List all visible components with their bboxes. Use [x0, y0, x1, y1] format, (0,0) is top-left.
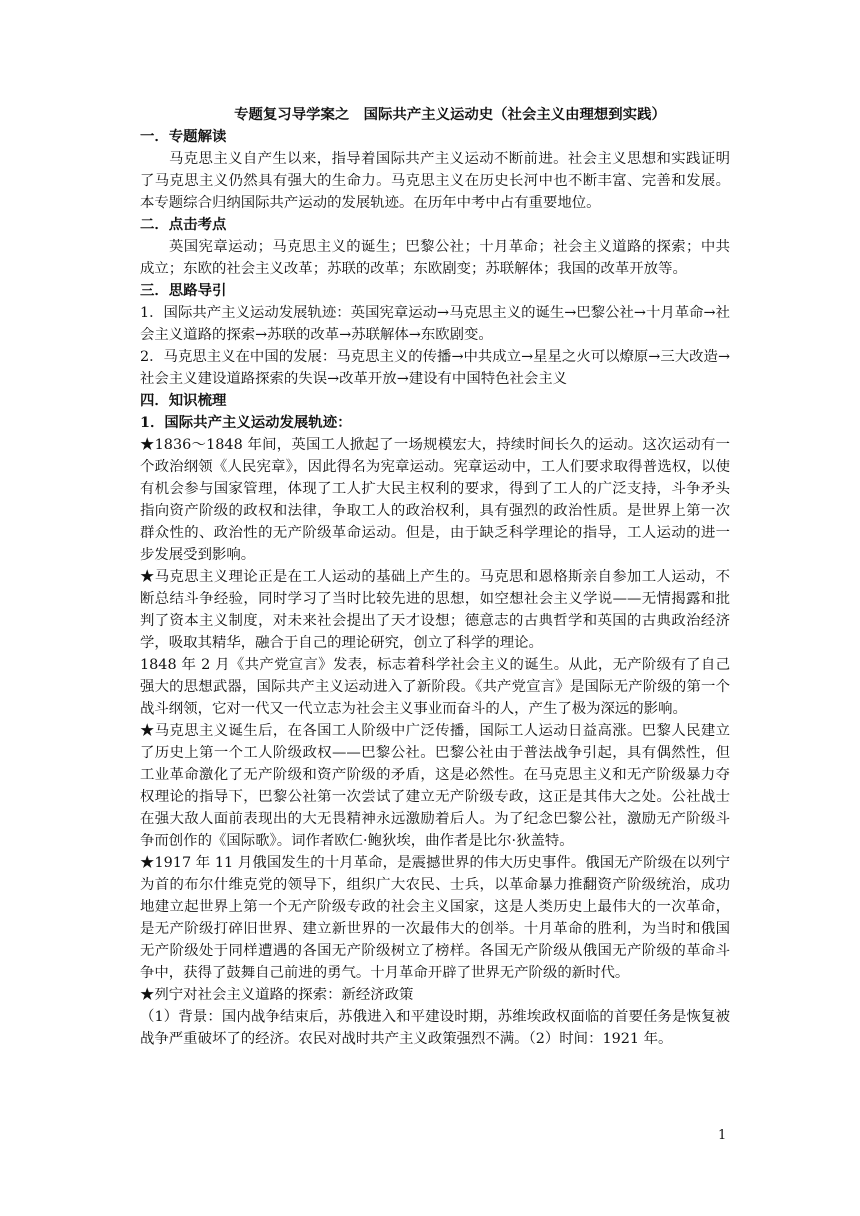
paragraph: ★1917 年 11 月俄国发生的十月革命，是震撼世界的伟大历史事件。俄国无产阶级在以列宁为首的布尔什维克党的领导下，组织广大农民、士兵，以革命暴力推翻资产阶级统治，成功地建立起世界上第一个无产阶级专政的社会主义国家，这是人类历史上最伟大的一次革命，是无产阶级打碎旧世界、建立新世界的一次最伟大的创举。十月革命的胜利，为当时和俄国无产阶级处于同样遭遇的各国无产阶级树立了榜样。各国无产阶级从俄国无产阶级的革命斗争中，获得了鼓舞自己前进的勇气。十月革命开辟了世界无产阶级的新时代。 — [140, 855, 730, 981]
paragraph: ★列宁对社会主义道路的探索：新经济政策 — [140, 987, 414, 1003]
section-heading-interpretation: 一．专题解读 — [140, 128, 227, 145]
document-page — [140, 100, 730, 1050]
paragraph: （1）背景：国内战争结束后，苏俄进入和平建设时期，苏维埃政权面临的首要任务是恢复被战争严重破坏了的经济。农民对战时共产主义政策强烈不满。（2）时间：1921 年。 — [140, 1009, 730, 1047]
subheading: 1．国际共产主义运动发展轨迹： — [140, 414, 352, 431]
paragraph: ★1836～1848 年间，英国工人掀起了一场规模宏大，持续时间长久的运动。这次运动有一个政治纲领《人民宪章》，因此得名为宪章运动。宪章运动中，工人们要求取得普选权，以使有机会参与国家管理，体现了工人扩大民主权利的要求，得到了工人的广泛支持，斗争矛头指向资产阶级的政权和法律，争取工人的政治权利，具有强烈的政治性质。是世界上第一次群众性的、政治性的无产阶级革命运动。但是，由于缺乏科学理论的指导，工人运动的进一步发展受到影响。 — [140, 437, 730, 563]
section-heading-knowledge: 四．知识梳理 — [140, 392, 227, 409]
paragraph: 2．马克思主义在中国的发展：马克思主义的传播→中共成立→星星之火可以燎原→三大改造→社会主义建设道路探索的失误→改革开放→建设有中国特色社会主义 — [140, 349, 730, 387]
paragraph: ★马克思主义理论正是在工人运动的基础上产生的。马克思和恩格斯亲自参加工人运动，不断总结斗争经验，同时学习了当时比较先进的思想，如空想社会主义学说——无情揭露和批判了资本主义制度，对未来社会提出了天才设想；德意志的古典哲学和英国的古典政治经济学，吸取其精华，融合于自己的理论研究，创立了科学的理论。 — [140, 569, 730, 651]
paragraph: 英国宪章运动；马克思主义的诞生；巴黎公社；十月革命；社会主义道路的探索；中共成立；东欧的社会主义改革；苏联的改革；东欧剧变；苏联解体；我国的改革开放等。 — [140, 239, 730, 277]
page-number: 1 — [718, 1128, 727, 1143]
paragraph: 1．国际共产主义运动发展轨迹：英国宪章运动→马克思主义的诞生→巴黎公社→十月革命→社会主义道路的探索→苏联的改革→苏联解体→东欧剧变。 — [140, 305, 730, 343]
section-heading-key-points: 二．点击考点 — [140, 216, 227, 233]
document-title: 专题复习导学案之 国际共产主义运动史（社会主义由理想到实践） — [234, 106, 666, 123]
paragraph: 马克思主义自产生以来，指导着国际共产主义运动不断前进。社会主义思想和实践证明了马克思主义仍然具有强大的生命力。马克思主义在历史长河中也不断丰富、完善和发展。本专题综合归纳国际共产运动的发展轨迹。在历年中考中占有重要地位。 — [140, 151, 730, 211]
paragraph: ★马克思主义诞生后，在各国工人阶级中广泛传播，国际工人运动日益高涨。巴黎人民建立了历史上第一个工人阶级政权——巴黎公社。巴黎公社由于普法战争引起，具有偶然性，但工业革命激化了无产阶级和资产阶级的矛盾，这是必然性。在马克思主义和无产阶级暴力夺权理论的指导下，巴黎公社第一次尝试了建立无产阶级专政，这正是其伟大之处。公社战士在强大敌人面前表现出的大无畏精神永远激励着后人。为了纪念巴黎公社，激励无产阶级斗争而创作的《国际歌》。词作者欧仁·鲍狄埃，曲作者是比尔·狄盖特。 — [140, 723, 730, 849]
section-heading-guide: 三．思路导引 — [140, 282, 227, 299]
paragraph: 1848 年 2 月《共产党宣言》发表，标志着科学社会主义的诞生。从此，无产阶级有了自己强大的思想武器，国际共产主义运动进入了新阶段。《共产党宣言》是国际无产阶级的第一个战斗纲领，它对一代又一代立志为社会主义事业而奋斗的人，产生了极为深远的影响。 — [140, 657, 730, 717]
